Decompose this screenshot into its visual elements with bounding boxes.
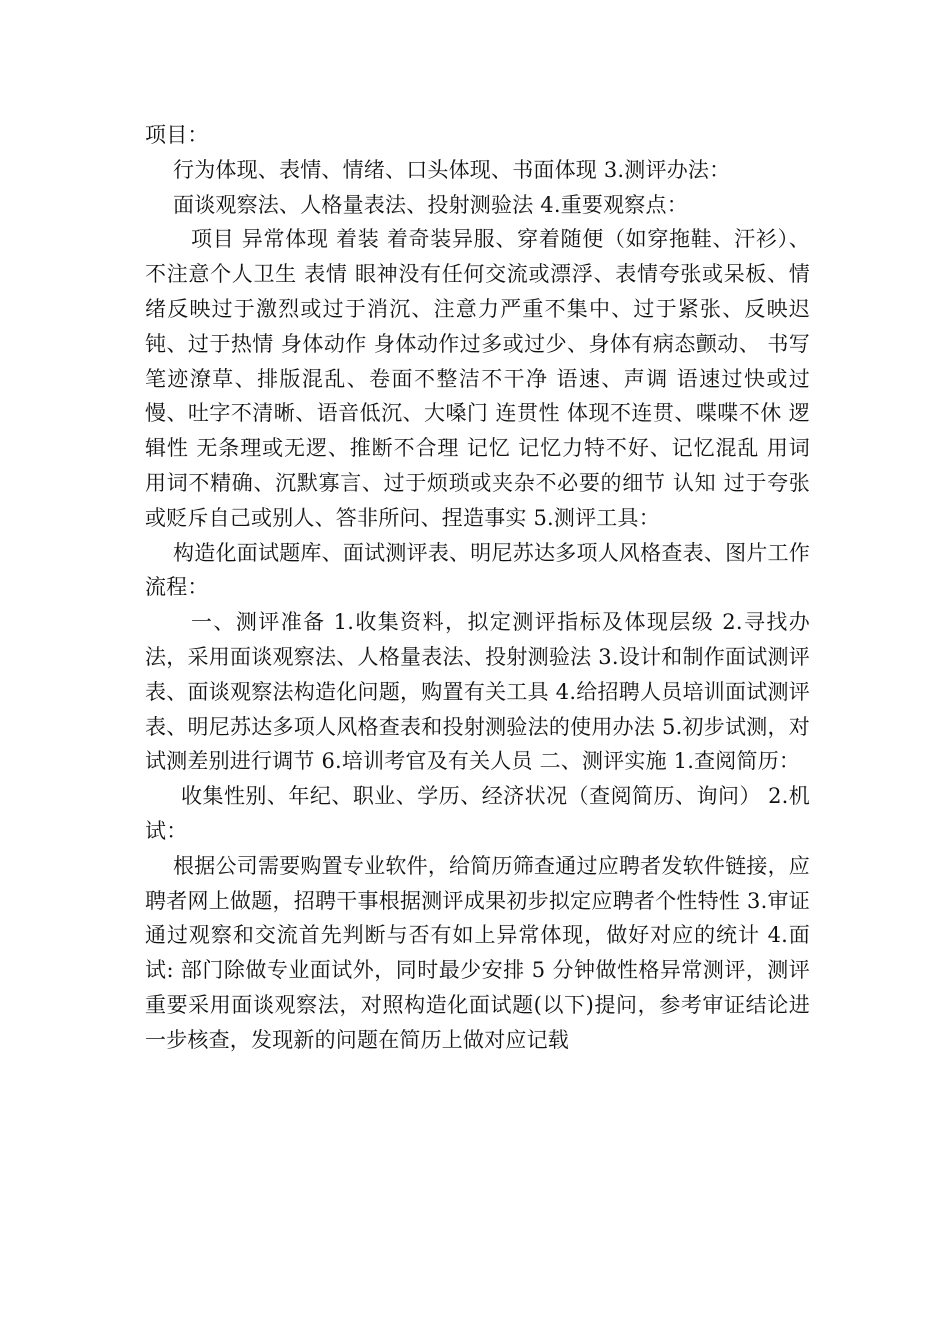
paragraph-collect-info: 收集性别、年纪、职业、学历、经济状况（查阅简历、询问） 2.机试： (145, 784, 810, 843)
paragraph-project-heading: 项目： (145, 123, 209, 147)
paragraph-observation-points: 项目 异常体现 着装 着奇装异服、穿着随便（如穿拖鞋、汗衫）、不注意个人卫生 表情 眼神没有任何交流或漂浮、表情夸张或呆板、情绪反映过于激烈或过于消沉、注意力严重不集中、过于紧张、反映迟钝、过于热情 身体动作 身体动作过多或过少、身体有病态颤动、 书写 笔迹潦草、排版混乱、卷面不整洁不干净 语速、声调 语速过快或过慢、吐字不清晰、语音低沉、大嗓门 连贯性 体现不连贯、喋喋不休 逻辑性 无条理或无逻、推断不合理 记忆 记忆力特不好、记忆混乱 用词 用词不精确、沉默寡言、过于烦琐或夹杂不必要的细节 认知 过于夸张或贬斥自己或别人、答非所问、捏造事实 5.测评工具： (145, 227, 810, 530)
document-body (145, 118, 810, 1058)
paragraph-machine-test-interview: 根据公司需要购置专业软件，给简历筛查通过应聘者发软件链接，应聘者网上做题，招聘干事根据测评成果初步拟定应聘者个性特性 3.审证通过观察和交流首先判断与否有如上异常体现，做好对应的统计 4.面试: 部门除做专业面试外，同时最少安排 5 分钟做性格异常测评，测评重要采用面谈观察法，对照构造化面试题(以下)提问，参考审证结论进一步核查，发现新的问题在简历上做对应记载 (145, 853, 810, 1052)
paragraph-preparation-steps: 一、测评准备 1.收集资料，拟定测评指标及体现层级 2.寻找办法，采用面谈观察法、人格量表法、投射测验法 3.设计和制作面试测评表、面谈观察法构造化问题，购置有关工具 4.给招聘人员培训面试测评表、明尼苏达多项人风格查表和投射测验法的使用办法 5.初步试测，对试测差别进行调节 6.培训考官及有关人员 二、测评实施 1.查阅简历： (145, 610, 810, 774)
paragraph-tools-workflow: 构造化面试题库、面试测评表、明尼苏达多项人风格查表、图片工作流程： (145, 540, 810, 600)
paragraph-behavior-forms: 行为体现、表情、情绪、口头体现、书面体现 3.测评办法： (173, 157, 731, 182)
paragraph-assessment-methods: 面谈观察法、人格量表法、投射测验法 4.重要观察点： (173, 192, 688, 217)
